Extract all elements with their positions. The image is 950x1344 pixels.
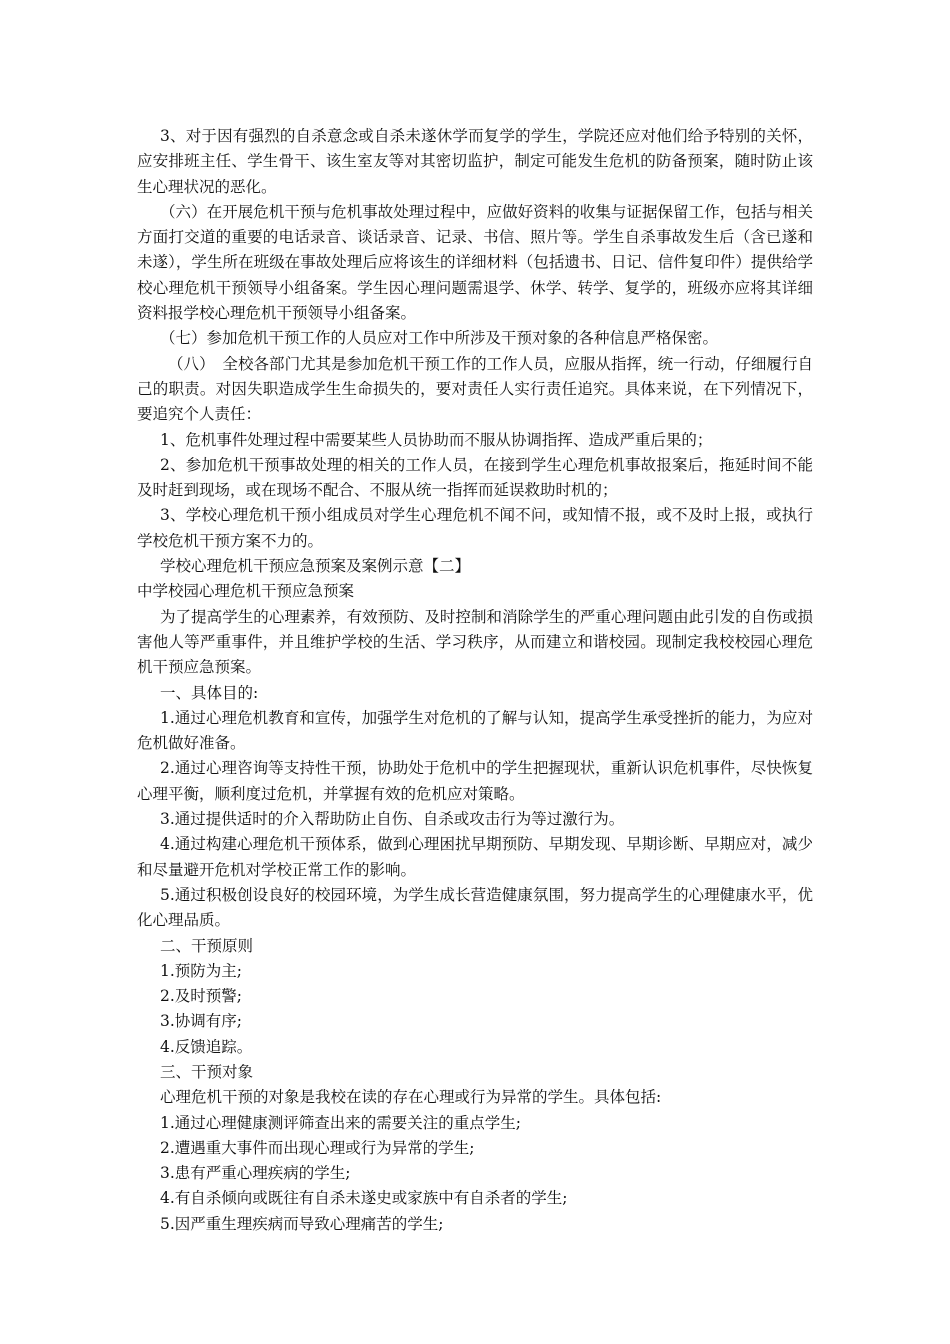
list-item-principle-2: 2.及时预警; [160, 987, 243, 1006]
list-item-responsibility-3: 3、学校心理危机干预小组成员对学生心理危机不闻不问，或知情不报，或不及时上报，或执行学校危机干预方案不力的。 [137, 506, 813, 550]
list-item-goal-5: 5.通过积极创设良好的校园环境，为学生成长营造健康氛围，努力提高学生的心理健康水平，优化心理品质。 [137, 885, 813, 930]
list-item-principle-4: 4.反馈追踪。 [160, 1037, 253, 1056]
heading-specific-goals: 一、具体目的: [160, 683, 259, 702]
list-item-target-4: 4.有自杀倾向或既往有自杀未遂史或家族中有自杀者的学生; [160, 1189, 568, 1208]
list-item-goal-1: 1.通过心理危机教育和宣传，加强学生对危机的了解与认知，提高学生承受挫折的能力，为应对危机做好准备。 [137, 708, 813, 753]
list-item-principle-1: 1.预防为主; [160, 961, 243, 980]
heading-intervention-principles: 二、干预原则 [160, 936, 254, 955]
list-item-target-5: 5.因严重生理疾病而导致心理痛苦的学生; [160, 1214, 444, 1233]
list-item-principle-3: 3.协调有序; [160, 1012, 243, 1031]
list-item-target-3: 3.患有严重心理疾病的学生; [160, 1164, 351, 1183]
list-item-target-1: 1.通过心理健康测评筛查出来的需要关注的重点学生; [160, 1113, 522, 1132]
document-subtitle: 中学校园心理危机干预应急预案 [137, 582, 355, 601]
heading-intervention-targets: 三、干预对象 [160, 1062, 254, 1081]
paragraph-section-7-confidentiality: （七）参加危机干预工作的人员应对工作中所涉及干预对象的各种信息严格保密。 [160, 329, 719, 348]
paragraph-section-6-records: （六）在开展危机干预与危机事故处理过程中，应做好资料的收集与证据保留工作，包括与相关方面打交道的重要的电话录音、谈话录音、记录、书信、照片等。学生自杀事故发生后（含已遂和未遂），学生所在班级在事故处理后应将该生的详细材料（包括遗书、日记、信件复印件）提供给学校心理危机干预领导小组备案。学生因心理问题需退学、休学、转学、复学的，班级亦应将其详细资料报学校心理危机干预领导小组备案。 [137, 202, 813, 323]
document-body [137, 124, 813, 1237]
list-item-goal-3: 3.通过提供适时的介入帮助防止自伤、自杀或攻击行为等过激行为。 [160, 810, 625, 829]
list-item-responsibility-2: 2、参加危机干预事故处理的相关的工作人员，在接到学生心理危机事故报案后，拖延时间不能及时赶到现场，或在现场不配合、不服从统一指挥而延误救助时机的； [137, 455, 813, 500]
paragraph-item-3-care: 3、对于因有强烈的自杀意念或自杀未遂休学而复学的学生，学院还应对他们给予特别的关怀，应安排班主任、学生骨干、该生室友等对其密切监护，制定可能发生危机的防备预案，随时防止该生心理状况的恶化。 [137, 127, 813, 196]
list-item-goal-4: 4.通过构建心理危机干预体系，做到心理困扰早期预防、早期发现、早期诊断、早期应对，减少和尽量避开危机对学校正常工作的影响。 [137, 835, 813, 879]
section-heading-part-two: 学校心理危机干预应急预案及案例示意【二】 [160, 557, 471, 576]
paragraph-section-8-responsibility: （八） 全校各部门尤其是参加危机干预工作的工作人员，应服从指挥，统一行动，仔细履行自己的职责。对因失职造成学生生命损失的，要对责任人实行责任追究。具体来说，在下列情况下，要追究个人责任： [137, 354, 813, 424]
paragraph-introduction: 为了提高学生的心理素养，有效预防、及时控制和消除学生的严重心理问题由此引发的自伤或损害他人等严重事件，并且维护学校的生活、学习秩序，从而建立和谐校园。现制定我校校园心理危机干预应急预案。 [137, 607, 813, 677]
paragraph-targets-intro: 心理危机干预的对象是我校在读的存在心理或行为异常的学生。具体包括: [160, 1088, 662, 1107]
list-item-responsibility-1: 1、危机事件处理过程中需要某些人员协助而不服从协调指挥、造成严重后果的； [160, 430, 713, 449]
list-item-target-2: 2.遭遇重大事件而出现心理或行为异常的学生; [160, 1138, 475, 1157]
list-item-goal-2: 2.通过心理咨询等支持性干预，协助处于危机中的学生把握现状，重新认识危机事件，尽快恢复心理平衡，顺利度过危机，并掌握有效的危机应对策略。 [137, 759, 813, 803]
